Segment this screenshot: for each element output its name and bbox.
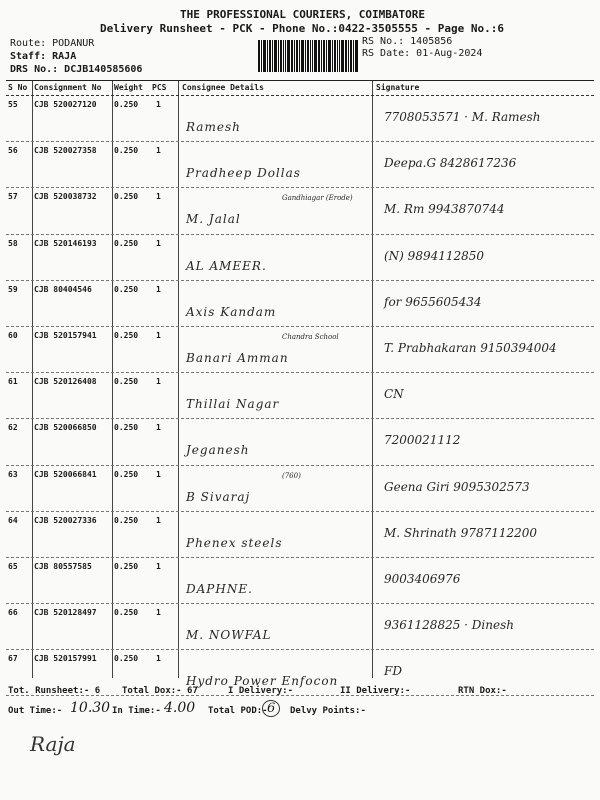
- table-row: [6, 142, 594, 188]
- row-sno: 59: [8, 284, 18, 294]
- table-row: [6, 96, 594, 142]
- row-consignment-no: CJB 80404546: [34, 284, 92, 294]
- row-pcs: 1: [156, 100, 161, 109]
- row-consignment-no: CJB 520038732: [34, 192, 97, 202]
- row-weight: 0.250: [114, 654, 139, 664]
- row-consignment-no: CJB 520157941: [34, 330, 97, 340]
- row-consignment-no: CJB 520027120: [34, 100, 97, 109]
- rs-date: RS Date: 01-Aug-2024: [362, 48, 483, 59]
- i-delivery: I Delivery:-: [228, 686, 294, 696]
- row-signature: Deepa.G 8428617236: [384, 156, 517, 171]
- total-pod-label: Total POD:-: [208, 706, 268, 716]
- row-sno: 62: [8, 423, 18, 433]
- row-signature: M. Shrinath 9787112200: [384, 525, 538, 540]
- row-signature: CN: [384, 387, 404, 402]
- table-row: [6, 373, 594, 419]
- row-signature: Geena Giri 9095302573: [384, 479, 530, 494]
- company-title: THE PROFESSIONAL COURIERS, COIMBATORE: [180, 8, 426, 21]
- row-sno: 55: [8, 100, 18, 109]
- row-signature: (N) 9894112850: [384, 248, 485, 263]
- row-weight: 0.250: [114, 192, 139, 202]
- row-weight: 0.250: [114, 146, 139, 156]
- row-pcs: 1: [156, 469, 161, 479]
- rs-number: RS No.: 1405856: [362, 36, 453, 47]
- route-label: Route: PODANUR: [10, 38, 95, 49]
- row-consignee: DAPHNE.: [186, 581, 253, 596]
- row-consignee: Ramesh: [186, 120, 241, 134]
- drs-number: DRS No.: DCJB140585606: [10, 64, 143, 75]
- row-weight: 0.250: [114, 100, 139, 109]
- row-consignment-no: CJB 520157991: [34, 654, 97, 664]
- staff-signature: Raja: [30, 732, 76, 756]
- row-consignment-no: CJB 520027336: [34, 515, 97, 525]
- row-sno: 60: [8, 330, 18, 340]
- row-consignment-no: CJB 520128497: [34, 608, 97, 618]
- header-consignment: Consignment No: [34, 83, 102, 92]
- out-time-value: 10.30: [70, 700, 111, 716]
- row-consignee: Axis Kandam: [186, 304, 277, 319]
- row-consignment-no: CJB 520027358: [34, 146, 97, 156]
- row-consignee: Thillai Nagar: [186, 397, 280, 412]
- row-weight: 0.250: [114, 515, 139, 525]
- table-row: [6, 281, 594, 327]
- row-consignee: Pradheep Dollas: [186, 166, 301, 181]
- row-weight: 0.250: [114, 561, 139, 571]
- table-row: [6, 188, 594, 234]
- row-pcs: 1: [156, 608, 161, 618]
- row-signature: 9003406976: [384, 571, 461, 586]
- staff-label: Staff: RAJA: [10, 51, 77, 62]
- row-consignee: B Sivaraj: [186, 489, 251, 504]
- row-pcs: 1: [156, 561, 161, 571]
- runsheet-subtitle: Delivery Runsheet - PCK - Phone No.:0422-3505555 - Page No.:6: [100, 22, 504, 35]
- row-consignment-no: CJB 520066841: [34, 469, 97, 479]
- row-sno: 64: [8, 515, 18, 525]
- total-runsheet: Tot. Runsheet:- 6: [8, 686, 101, 696]
- out-time-label: Out Time:-: [8, 706, 63, 716]
- row-consignee-note: (760): [282, 471, 301, 480]
- row-signature: FD: [384, 664, 402, 679]
- table-row: [6, 419, 594, 465]
- row-sno: 58: [8, 238, 18, 248]
- header-consignee: Consignee Details: [182, 83, 264, 92]
- row-sno: 57: [8, 192, 18, 202]
- table-row: [6, 604, 594, 650]
- row-consignee: AL AMEER.: [186, 258, 267, 273]
- header-signature: Signature: [376, 83, 420, 92]
- row-pcs: 1: [156, 284, 161, 294]
- row-sno: 67: [8, 654, 18, 664]
- row-sno: 66: [8, 608, 18, 618]
- table-row: [6, 558, 594, 604]
- runsheet-table: [6, 80, 594, 696]
- row-consignee: Jeganesh: [186, 443, 250, 458]
- row-consignment-no: CJB 520146193: [34, 238, 97, 248]
- barcode: [258, 40, 358, 72]
- table-row: [6, 327, 594, 373]
- row-signature: T. Prabhakaran 9150394004: [384, 340, 557, 355]
- total-pod-value: 6: [262, 700, 280, 717]
- table-body: [6, 96, 594, 696]
- row-sno: 65: [8, 561, 18, 571]
- total-dox: Total Dox:- 67: [122, 686, 198, 696]
- ii-delivery: II Delivery:-: [340, 686, 411, 696]
- header-weight: Weight: [114, 83, 143, 92]
- row-signature: for 9655605434: [384, 294, 482, 309]
- table-row: [6, 466, 594, 512]
- row-signature: M. Rm 9943870744: [384, 202, 505, 217]
- row-consignment-no: CJB 520066850: [34, 423, 97, 433]
- row-sno: 61: [8, 377, 18, 387]
- row-consignee-note: Gandhiagar (Erode): [282, 194, 353, 203]
- row-signature: 7708053571 · M. Ramesh: [384, 110, 541, 124]
- row-pcs: 1: [156, 654, 161, 664]
- row-consignment-no: CJB 80557585: [34, 561, 92, 571]
- in-time-label: In Time:-: [112, 706, 161, 716]
- row-weight: 0.250: [114, 330, 139, 340]
- row-consignee: Hydro Power Enfocon: [186, 674, 339, 689]
- in-time-value: 4.00: [164, 700, 196, 716]
- row-consignee-note: Chandra School: [282, 332, 339, 341]
- row-pcs: 1: [156, 330, 161, 340]
- row-pcs: 1: [156, 238, 161, 248]
- row-pcs: 1: [156, 377, 161, 387]
- row-consignee: Phenex steels: [186, 535, 283, 550]
- row-pcs: 1: [156, 423, 161, 433]
- row-weight: 0.250: [114, 423, 139, 433]
- row-signature: 9361128825 · Dinesh: [384, 618, 514, 633]
- table-header: [6, 81, 594, 96]
- row-consignee: M. Jalal: [186, 212, 241, 227]
- row-consignment-no: CJB 520126408: [34, 377, 97, 387]
- row-pcs: 1: [156, 515, 161, 525]
- row-signature: 7200021112: [384, 433, 461, 448]
- table-row: [6, 235, 594, 281]
- row-consignee: M. NOWFAL: [186, 628, 272, 643]
- row-sno: 56: [8, 146, 18, 156]
- row-pcs: 1: [156, 192, 161, 202]
- row-sno: 63: [8, 469, 18, 479]
- header-pcs: PCS: [152, 83, 167, 92]
- rtn-dox: RTN Dox:-: [458, 686, 507, 696]
- table-row: [6, 512, 594, 558]
- row-weight: 0.250: [114, 608, 139, 618]
- row-weight: 0.250: [114, 238, 139, 248]
- row-pcs: 1: [156, 146, 161, 156]
- row-weight: 0.250: [114, 469, 139, 479]
- row-weight: 0.250: [114, 377, 139, 387]
- row-consignee: Banari Amman: [186, 350, 289, 365]
- row-weight: 0.250: [114, 284, 139, 294]
- delivery-points: Delvy Points:-: [290, 706, 366, 716]
- header-sno: S No: [8, 83, 28, 92]
